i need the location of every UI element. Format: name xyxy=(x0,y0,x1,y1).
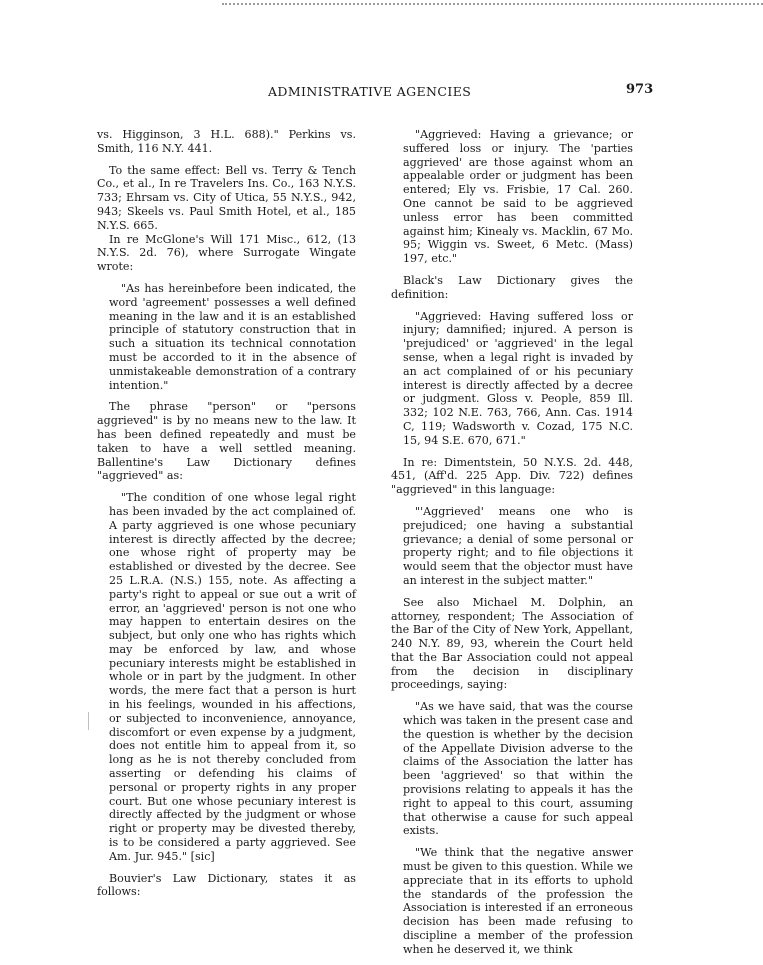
paragraph: In re: Dimentstein, 50 N.Y.S. 2d. 448, 451, (Aff'd. 225 App. Div. 722) defines "aggrieved" in this language: xyxy=(391,455,633,497)
quote-paragraph: "As we have said, that was the course which was taken in the present case and the question is whether by the decision of the Appellate Division adverse to the claims of the Association the latter has been 'aggrieved' so that within the provisions relating to appeals it has the right to appeal to this court, assuming that otherwise a cause for such appeal exists. xyxy=(403,700,633,838)
top-dotted-rule xyxy=(222,3,763,5)
paragraph: See also Michael M. Dolphin, an attorney, respondent; The Association of the Bar of the City of New York, Appellant, 240 N.Y. 89, 93, wherein the Court held that the Bar Association could not appeal from the decision in disciplinary proceedings, saying: xyxy=(391,595,633,692)
quote-paragraph: "We think that the negative answer must be given to this question. While we appreciate that in its efforts to uphold the standards of the profession the Association is interested if an erroneous decision has been made refusing to discipline a member of the profession when he deserved it, we think xyxy=(403,846,633,956)
block-quote xyxy=(109,491,356,864)
quote-paragraph: "'Aggrieved' means one who is prejudiced; one having a substantial grievance; a denial of some personal or property right; and to file objections it would seem that the objector must have an interest in the subject matter." xyxy=(403,504,633,587)
margin-mark xyxy=(88,712,89,730)
quote-paragraph: "Aggrieved: Having suffered loss or injury; damnified; injured. A person is 'prejudiced' or 'aggrieved' in the legal sense, when a legal right is invaded by an act complained of or his pecuniary interest is directly affected by a decree or judgment. Gloss v. People, 859 Ill. 332; 102 N.E. 763, 766, Ann. Cas. 1914 C, 119; Wadsworth v. Cozad, 175 N.C. 15, 94 S.E. 670, 671." xyxy=(403,309,633,447)
paragraph: Bouvier's Law Dictionary, states it as follows: xyxy=(97,871,356,899)
block-quote xyxy=(109,282,356,392)
running-header: ADMINISTRATIVE AGENCIES xyxy=(268,84,472,99)
left-column xyxy=(97,128,356,907)
paragraph: To the same effect: Bell vs. Terry & Tench Co., et al., In re Travelers Ins. Co., 163 N.Y.S. 733; Ehrsam vs. City of Utica, 55 N.Y.S., 942, 943; Skeels vs. Paul Smith Hotel, et al., 185 N.Y.S. 665. xyxy=(97,163,356,232)
quote-paragraph: "The condition of one whose legal right has been invaded by the act complained of. A party aggrieved is one whose pecuniary interest is directly affected by the decree; one whose right of property may be established or divested by the decree. See 25 L.R.A. (N.S.) 155, note. As affecting a party's right to appeal or sue out a writ of error, an 'aggrieved' person is not one who may happen to entertain desires on the subject, but only one who has rights which may be enforced by law, and whose pecuniary interests might be established in whole or in part by the judgment. In other words, the mere fact that a person is hurt in his feelings, wounded in his affections, or subjected to inconvenience, annoyance, discomfort or even expense by a judgment, does not entitle him to appeal from it, so long as he is not thereby concluded from asserting or defending his claims of personal or property rights in any proper court. But one whose pecuniary interest is directly affected by the judgment or whose right or property may be divested thereby, is to be considered a party aggrieved. See Am. Jur. 945." [sic] xyxy=(109,491,356,863)
right-column xyxy=(391,128,633,965)
page-number: 973 xyxy=(626,82,654,97)
paragraph: In re McGlone's Will 171 Misc., 612, (13 N.Y.S. 2d. 76), where Surrogate Wingate wrote: xyxy=(97,232,356,274)
quote-paragraph: "Aggrieved: Having a grievance; or suffered loss or injury. The 'parties aggrieved' are those against whom an appealable order or judgment has been entered; Ely vs. Frisbie, 17 Cal. 260. One cannot be said to be aggrieved unless error has been committed against him; Kinealy vs. Macklin, 67 Mo. 95; Wiggin vs. Sweet, 6 Metc. (Mass) 197, etc." xyxy=(403,128,633,266)
quote-paragraph: "As has hereinbefore been indicated, the word 'agreement' possesses a well defined meaning in the law and it is an established principle of statutory construction that in such a situation its technical connotation must be accorded to it in the absence of unmistakeable demonstration of a contrary intention." xyxy=(109,281,356,392)
block-quote xyxy=(403,310,633,448)
paragraph: vs. Higginson, 3 H.L. 688)." Perkins vs. Smith, 116 N.Y. 441. xyxy=(97,128,356,155)
paragraph: The phrase "person" or "persons aggrieved" is by no means new to the law. It has been defined repeatedly and must be taken to have a well settled meaning. Ballentine's Law Dictionary defines "aggrieved" as: xyxy=(97,400,356,483)
block-quote xyxy=(403,700,633,956)
block-quote xyxy=(403,505,633,588)
paragraph: Black's Law Dictionary gives the definition: xyxy=(391,273,633,301)
block-quote xyxy=(403,128,633,266)
